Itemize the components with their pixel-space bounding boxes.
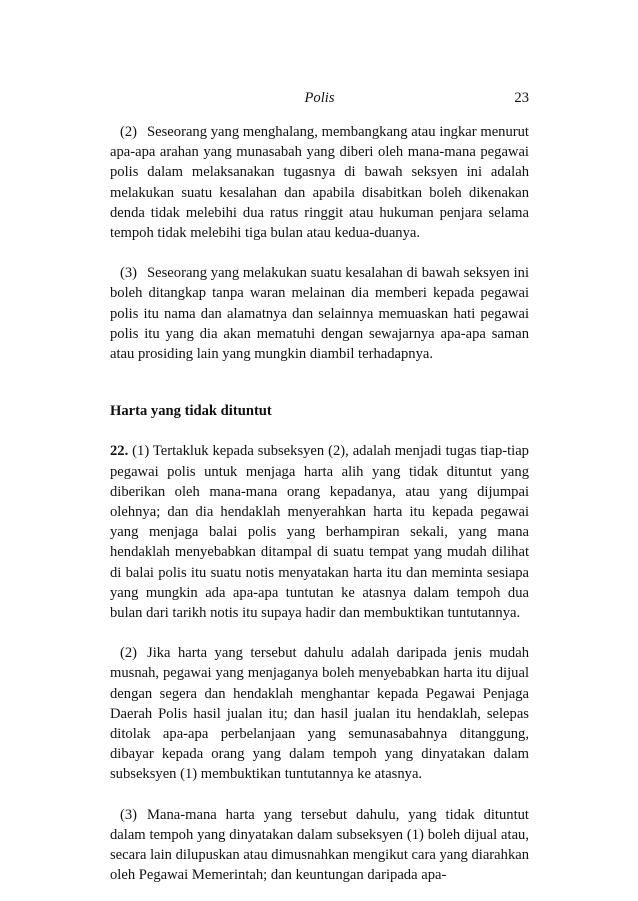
section-22-paragraph <box>110 441 529 623</box>
running-title: Polis <box>304 90 335 106</box>
section-number: 22. <box>110 443 129 460</box>
section-heading: Harta yang tidak dituntut <box>110 403 272 420</box>
running-header <box>110 88 529 108</box>
subsection-number: (2) <box>120 124 138 140</box>
subsection-number: (2) <box>120 645 138 662</box>
paragraph-22-subsection-2 <box>110 643 529 784</box>
document-body <box>110 122 529 886</box>
document-page <box>110 0 529 901</box>
paragraph-subsection-2 <box>110 122 529 243</box>
paragraph-subsection-3 <box>110 263 529 364</box>
paragraph-text: Seseorang yang melakukan suatu kesalahan di bawah seksyen ini boleh ditangkap tanpa waran melainan dia memberi kepada pegawai polis itu nama dan alamatnya dan selainnya memuaskan hati pegawai polis itu yang dia akan mematuhi dengan sewajarnya apa-apa saman atau prosiding lain yang mungkin diambil terhadapnya. <box>110 265 529 363</box>
page-number: 23 <box>514 90 529 106</box>
paragraph-text: Tertakluk kepada subseksyen (2), adalah menjadi tugas tiap-tiap pegawai polis untuk menjaga harta alih yang tidak dituntut yang diberikan oleh mana-mana orang kepadanya, atau yang dijumpai olehnya; dan dia hendaklah menyerahkan harta itu kepada pegawai yang menjaga balai polis yang berhampiran sekali, yang mana hendaklah menyebabkan ditampal di suatu tempat yang mudah dilihat di balai polis itu suatu notis menyatakan harta itu dan meminta sesiapa yang mungkin ada apa-apa tuntutan ke atasnya dalam tempoh dua bulan dari tarikh notis itu supaya hadir dan membuktikan tuntutannya. <box>110 443 529 622</box>
subsection-number: (3) <box>120 806 138 823</box>
paragraph-text: Jika harta yang tersebut dahulu adalah daripada jenis mudah musnah, pegawai yang menjaganya boleh menyebabkan harta itu dijual dengan segera dan hendaklah menghantar kepada Pegawai Penjaga Daerah Polis hasil jualan itu; dan hasil jualan itu hendaklah, selepas ditolak apa-apa perbelanjaan yang semunasabahnya ditanggung, dibayar kepada orang yang dalam tempoh yang dinyatakan dalam subseksyen (1) membuktikan tuntutannya ke atasnya. <box>110 645 529 783</box>
subsection-number: (1) <box>132 443 150 460</box>
subsection-number: (3) <box>120 265 138 282</box>
paragraph-text: Seseorang yang menghalang, membangkang atau ingkar menurut apa-apa arahan yang munasabah yang diberi oleh mana-mana pegawai polis dalam melaksanakan tugasnya di bawah seksyen ini adalah melakukan suatu kesalahan dan apabila disabitkan boleh dikenakan denda tidak melebihi dua ratus ringgit atau hukuman penjara selama tempoh tidak melebihi tiga bulan atau kedua-duanya. <box>110 124 529 242</box>
paragraph-text: Mana-mana harta yang tersebut dahulu, yang tidak dituntut dalam tempoh yang dinyatakan dalam subseksyen (1) boleh dijual atau, secara lain dilupuskan atau dimusnahkan mengikut cara yang diarahkan oleh Pegawai Memerintah; dan keuntungan daripada apa- <box>110 806 530 884</box>
paragraph-22-subsection-3 <box>110 805 529 886</box>
